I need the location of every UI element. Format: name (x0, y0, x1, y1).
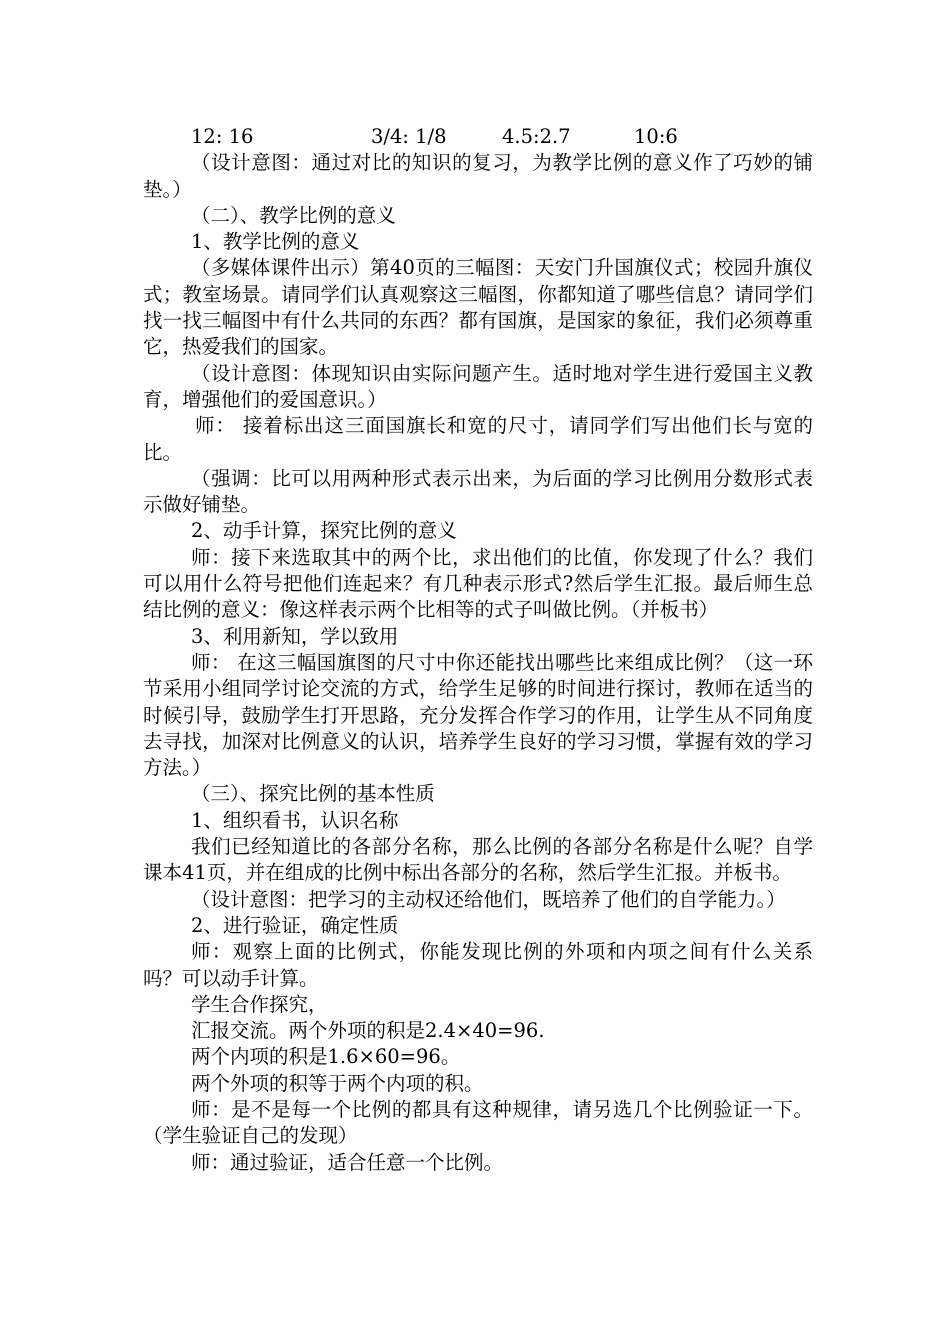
ratio-item: 4.5:2.7 (502, 125, 571, 148)
section-heading: （三）、探究比例的基本性质 (191, 782, 435, 806)
subsection-heading: 3、利用新知，学以致用 (191, 624, 399, 648)
teacher-line: 师： 在这三幅国旗图的尺寸中你还能找出哪些比来组成比例？（这一环节采用小组同学讨论交流的方式，给学生足够的时间进行探讨，教师在适当的时候引导，鼓励学生打开思路，充分发挥合作学习的作用，让学生从不同角度去寻找，加深对比例意义的认识，培养学生良好的学习习惯，掌握有效的学习方法。） (143, 650, 813, 780)
design-intent-note: （设计意图：通过对比的知识的复习，为教学比例的意义作了巧妙的铺垫。） (143, 151, 813, 201)
paragraph: 我们已经知道比的各部分名称，那么比例的各部分名称是什么呢？自学课本41页，并在组成的比例中标出各部分的名称，然后学生汇报。并板书。 (143, 835, 813, 885)
design-intent-note: （设计意图：体现知识由实际问题产生。适时地对学生进行爱国主义教育，增强他们的爱国意识。） (143, 361, 813, 411)
ratio-item: 3/4: 1/8 (371, 125, 447, 148)
paragraph: 两个外项的积等于两个内项的积。 (191, 1071, 484, 1095)
section-heading: （二）、教学比例的意义 (191, 203, 396, 227)
paragraph: 汇报交流。两个外项的积是2.4×40=96. (191, 1019, 545, 1043)
subsection-heading: 1、教学比例的意义 (191, 230, 360, 254)
paragraph: 两个内项的积是1.6×60=96。 (191, 1045, 461, 1069)
design-intent-note: （设计意图：把学习的主动权还给他们，既培养了他们的自学能力。） (191, 887, 786, 911)
teacher-line: 师：观察上面的比例式，你能发现比例的外项和内项之间有什么关系吗？可以动手计算。 (143, 940, 813, 990)
subsection-heading: 2、进行验证，确定性质 (191, 913, 399, 937)
teacher-line: 师：是不是每一个比例的都具有这种规律，请另选几个比例验证一下。（学生验证自己的发现） (143, 1097, 813, 1148)
teacher-line: 师：通过验证，适合任意一个比例。 (191, 1150, 504, 1174)
subsection-heading: 1、组织看书，认识名称 (191, 808, 399, 832)
ratio-item: 10:6 (634, 125, 678, 148)
paragraph: 学生合作探究， (191, 992, 328, 1016)
ratio-item: 12: 16 (191, 125, 254, 148)
ratio-list (143, 124, 813, 150)
subsection-heading: 2、动手计算，探究比例的意义 (191, 519, 457, 543)
emphasis-note: （强调：比可以用两种形式表示出来，为后面的学习比例用分数形式表示做好铺垫。 (143, 466, 813, 517)
paragraph: （多媒体课件出示）第40页的三幅图：天安门升国旗仪式；校园升旗仪式；教室场景。请同学们认真观察这三幅图，你都知道了哪些信息？请同学们找一找三幅图中有什么共同的东西？都有国旗，是国家的象征，我们必须尊重它，热爱我们的国家。 (143, 256, 813, 359)
document-body (143, 124, 813, 1176)
teacher-line: 师： 接着标出这三面国旗长和宽的尺寸，请同学们写出他们长与宽的比。 (143, 414, 813, 464)
teacher-line: 师：接下来选取其中的两个比，求出他们的比值，你发现了什么？我们可以用什么符号把他们连起来？有几种表示形式?然后学生汇报。最后师生总结比例的意义：像这样表示两个比相等的式子叫做比例。（并板书） (143, 545, 813, 622)
